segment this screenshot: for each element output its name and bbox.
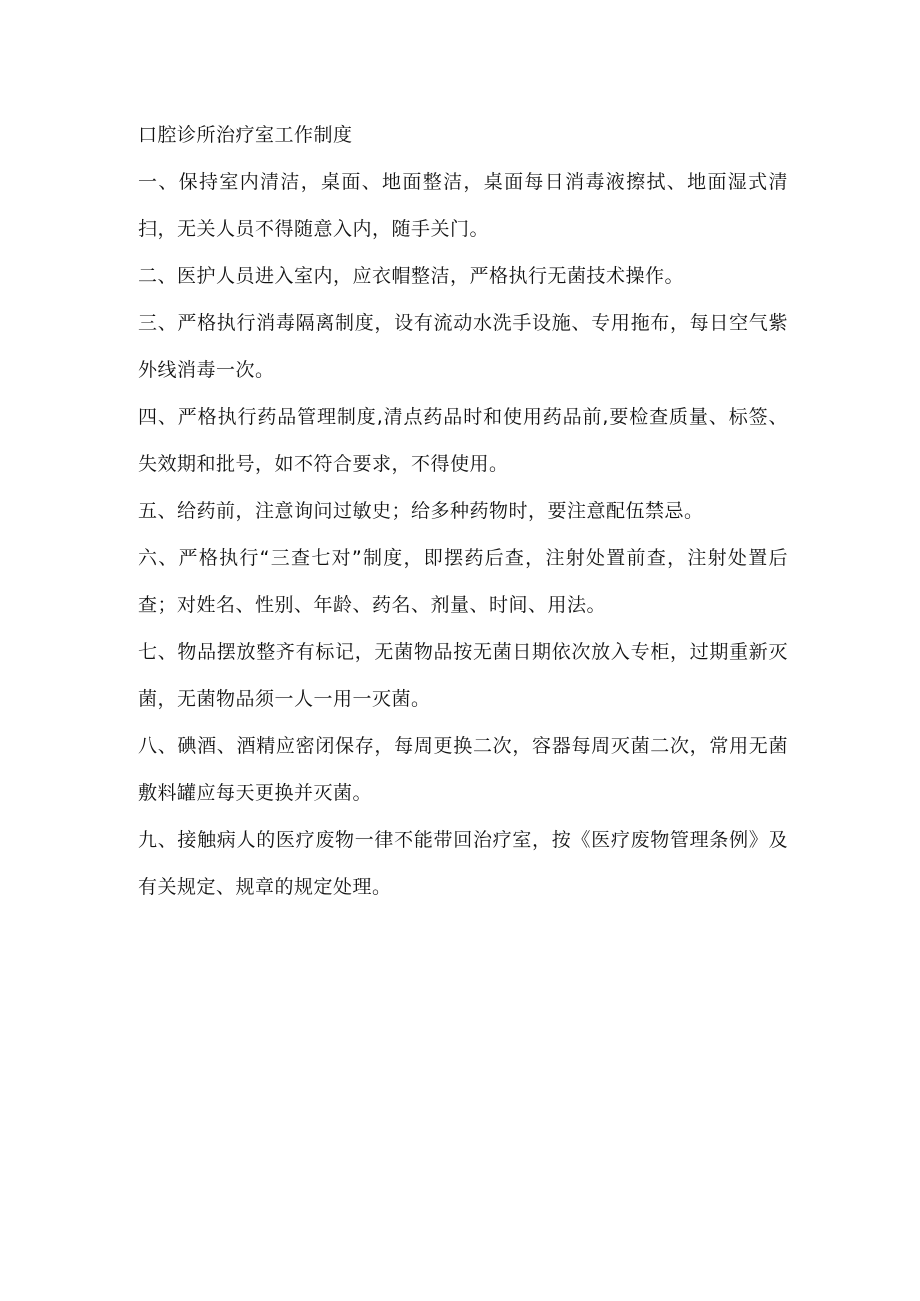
rule-item-2: 二、医护人员进入室内，应衣帽整洁，严格执行无菌技术操作。 (138, 265, 685, 287)
rule-item-9: 九、接触病人的医疗废物一律不能带回治疗室，按《医疗废物管理条例》及有关规定、规章的规定处理。 (138, 829, 788, 898)
document-title: 口腔诊所治疗室工作制度 (138, 124, 353, 146)
document-page (138, 112, 788, 911)
rule-item-1: 一、保持室内清洁，桌面、地面整洁，桌面每日消毒液擦拭、地面湿式清扫，无关人员不得随意入内，随手关门。 (138, 171, 788, 240)
rule-item-5: 五、给药前，注意询问过敏史；给多种药物时，要注意配伍禁忌。 (138, 500, 704, 522)
rule-item-4: 四、严格执行药品管理制度,清点药品时和使用药品前,要检查质量、标签、失效期和批号，如不符合要求，不得使用。 (138, 406, 788, 475)
rule-item-6: 六、严格执行“三查七对”制度，即摆药后查，注射处置前查，注射处置后查；对姓名、性别、年龄、药名、剂量、时间、用法。 (138, 547, 788, 616)
rule-item-8: 八、碘酒、酒精应密闭保存，每周更换二次，容器每周灭菌二次，常用无菌敷料罐应每天更换并灭菌。 (138, 735, 788, 804)
rule-item-3: 三、严格执行消毒隔离制度，设有流动水洗手设施、专用拖布，每日空气紫外线消毒一次。 (138, 312, 788, 381)
rule-item-7: 七、物品摆放整齐有标记，无菌物品按无菌日期依次放入专柜，过期重新灭菌，无菌物品须一人一用一灭菌。 (138, 641, 788, 710)
